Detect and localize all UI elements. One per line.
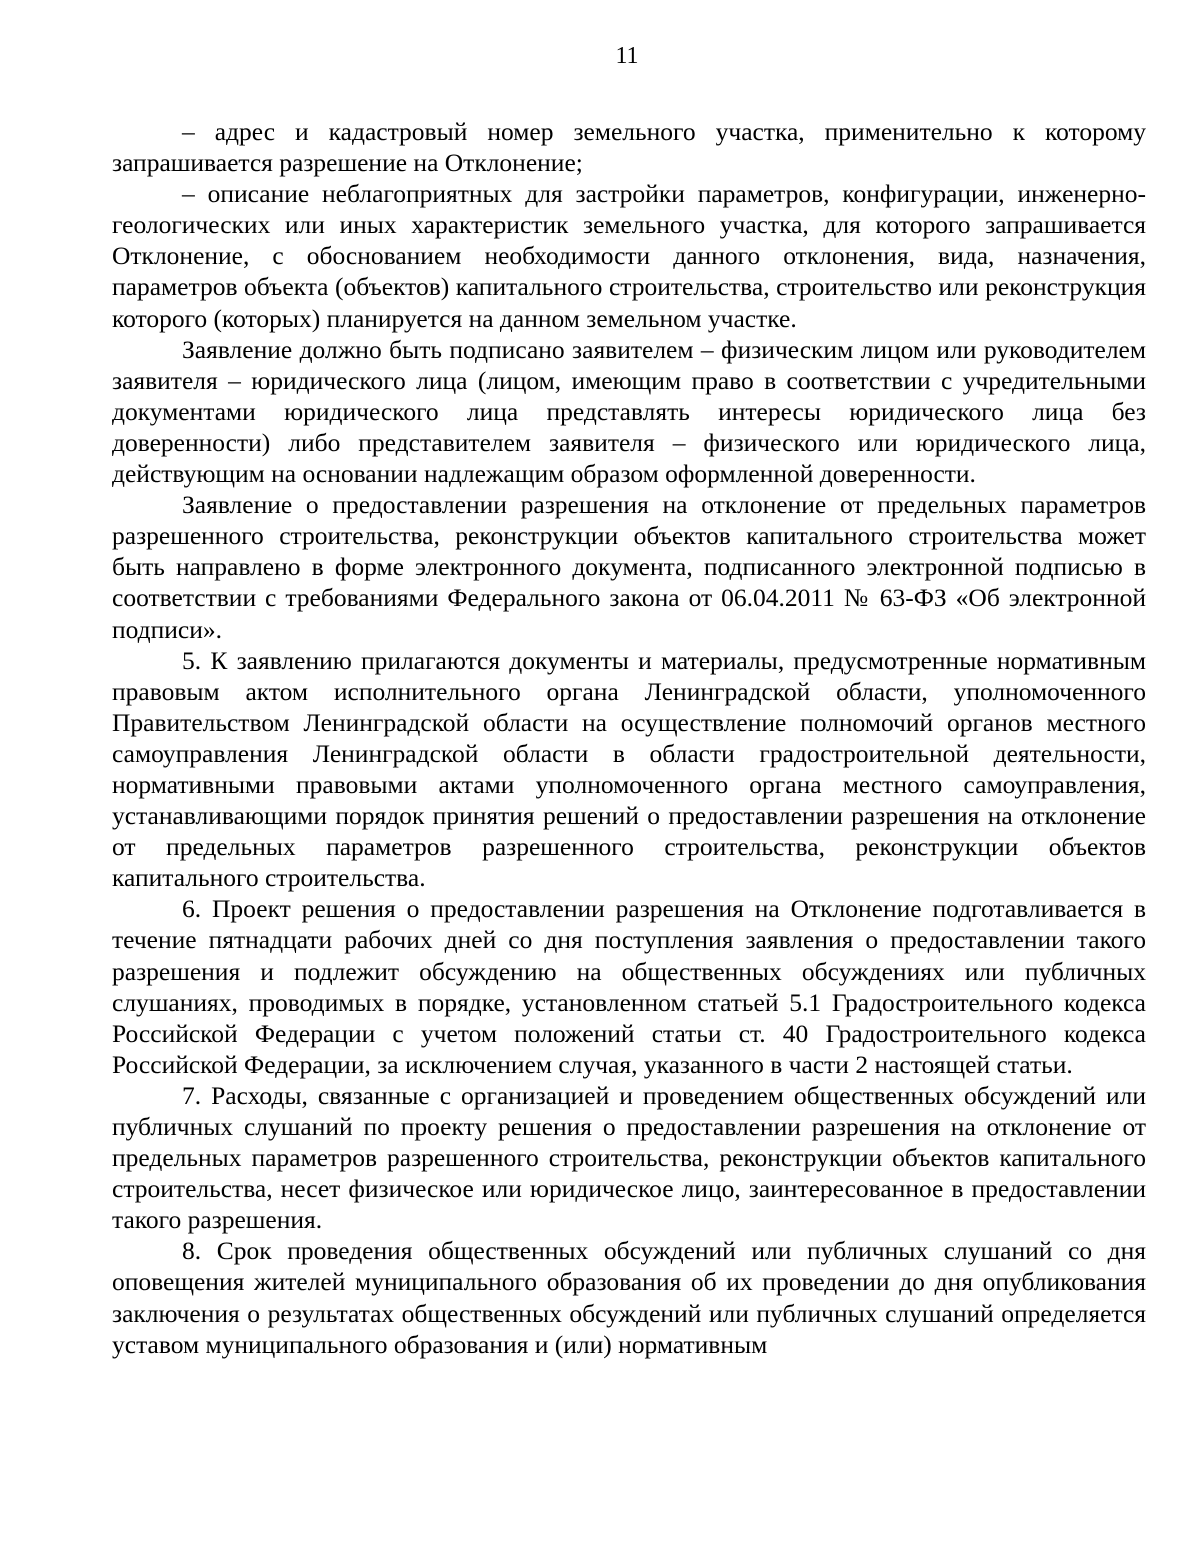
paragraph-item-5: 5. К заявлению прилагаются документы и материалы, предусмотренные нормативным правовым актом исполнительного органа Ленинградской области, уполномоченного Правительством Ленинградской области на осуществление полномочий органов местного самоуправления Ленинградской области в области градостроительной деятельности, нормативными правовыми актами уполномоченного органа местного самоуправления, устанавливающими порядок принятия решений о предоставлении разрешения на отклонение от предельных параметров разрешенного строительства, реконструкции объектов капитального строительства. (112, 645, 1146, 893)
paragraph-address-item: – адрес и кадастровый номер земельного участка, применительно к которому запрашивается разрешение на Отклонение; (112, 117, 1146, 178)
document-body (112, 116, 1146, 1360)
paragraph-item-7: 7. Расходы, связанные с организацией и проведением общественных обсуждений или публичных слушаний по проекту решения о предоставлении разрешения на отклонение от предельных параметров разрешенного строительства, реконструкции объектов капитального строительства, несет физическое или юридическое лицо, заинтересованное в предоставлении такого разрешения. (112, 1080, 1146, 1235)
page-number: 11 (615, 43, 639, 69)
paragraph-description-item: – описание неблагоприятных для застройки параметров, конфигурации, инженерно-геологических или иных характеристик земельного участка, для которого запрашивается Отклонение, с обоснованием необходимости данного отклонения, вида, назначения, параметров объекта (объектов) капитального строительства, строительство или реконструкция которого (которых) планируется на данном земельном участке. (112, 179, 1146, 333)
paragraph-item-6: 6. Проект решения о предоставлении разрешения на Отклонение подготавливается в течение пятнадцати рабочих дней со дня поступления заявления о предоставлении такого разрешения и подлежит обсуждению на общественных обсуждениях или публичных слушаниях, проводимых в порядке, установленном статьей 5.1 Градостроительного кодекса Российской Федерации с учетом положений статьи ст. 40 Градостроительного кодекса Российской Федерации, за исключением случая, указанного в части 2 настоящей статьи. (112, 894, 1146, 1079)
paragraph-signature-requirements: Заявление должно быть подписано заявителем – физическим лицом или руководителем заявителя – юридического лица (лицом, имеющим право в соответствии с учредительными документами юридического лица представлять интересы юридического лица без доверенности) либо представителем заявителя – физического или юридического лица, действующим на основании надлежащим образом оформленной доверенности. (112, 334, 1146, 489)
paragraph-electronic-submission: Заявление о предоставлении разрешения на отклонение от предельных параметров разрешенного строительства, реконструкции объектов капитального строительства может быть направлено в форме электронного документа, подписанного электронной подписью в соответствии с требованиями Федерального закона от 06.04.2011 № 63-ФЗ «Об электронной подписи». (112, 490, 1146, 644)
paragraph-item-8: 8. Срок проведения общественных обсуждений или публичных слушаний со дня оповещения жителей муниципального образования об их проведении до дня опубликования заключения о результатах общественных обсуждений или публичных слушаний определяется уставом муниципального образования и (или) нормативным (112, 1236, 1146, 1359)
